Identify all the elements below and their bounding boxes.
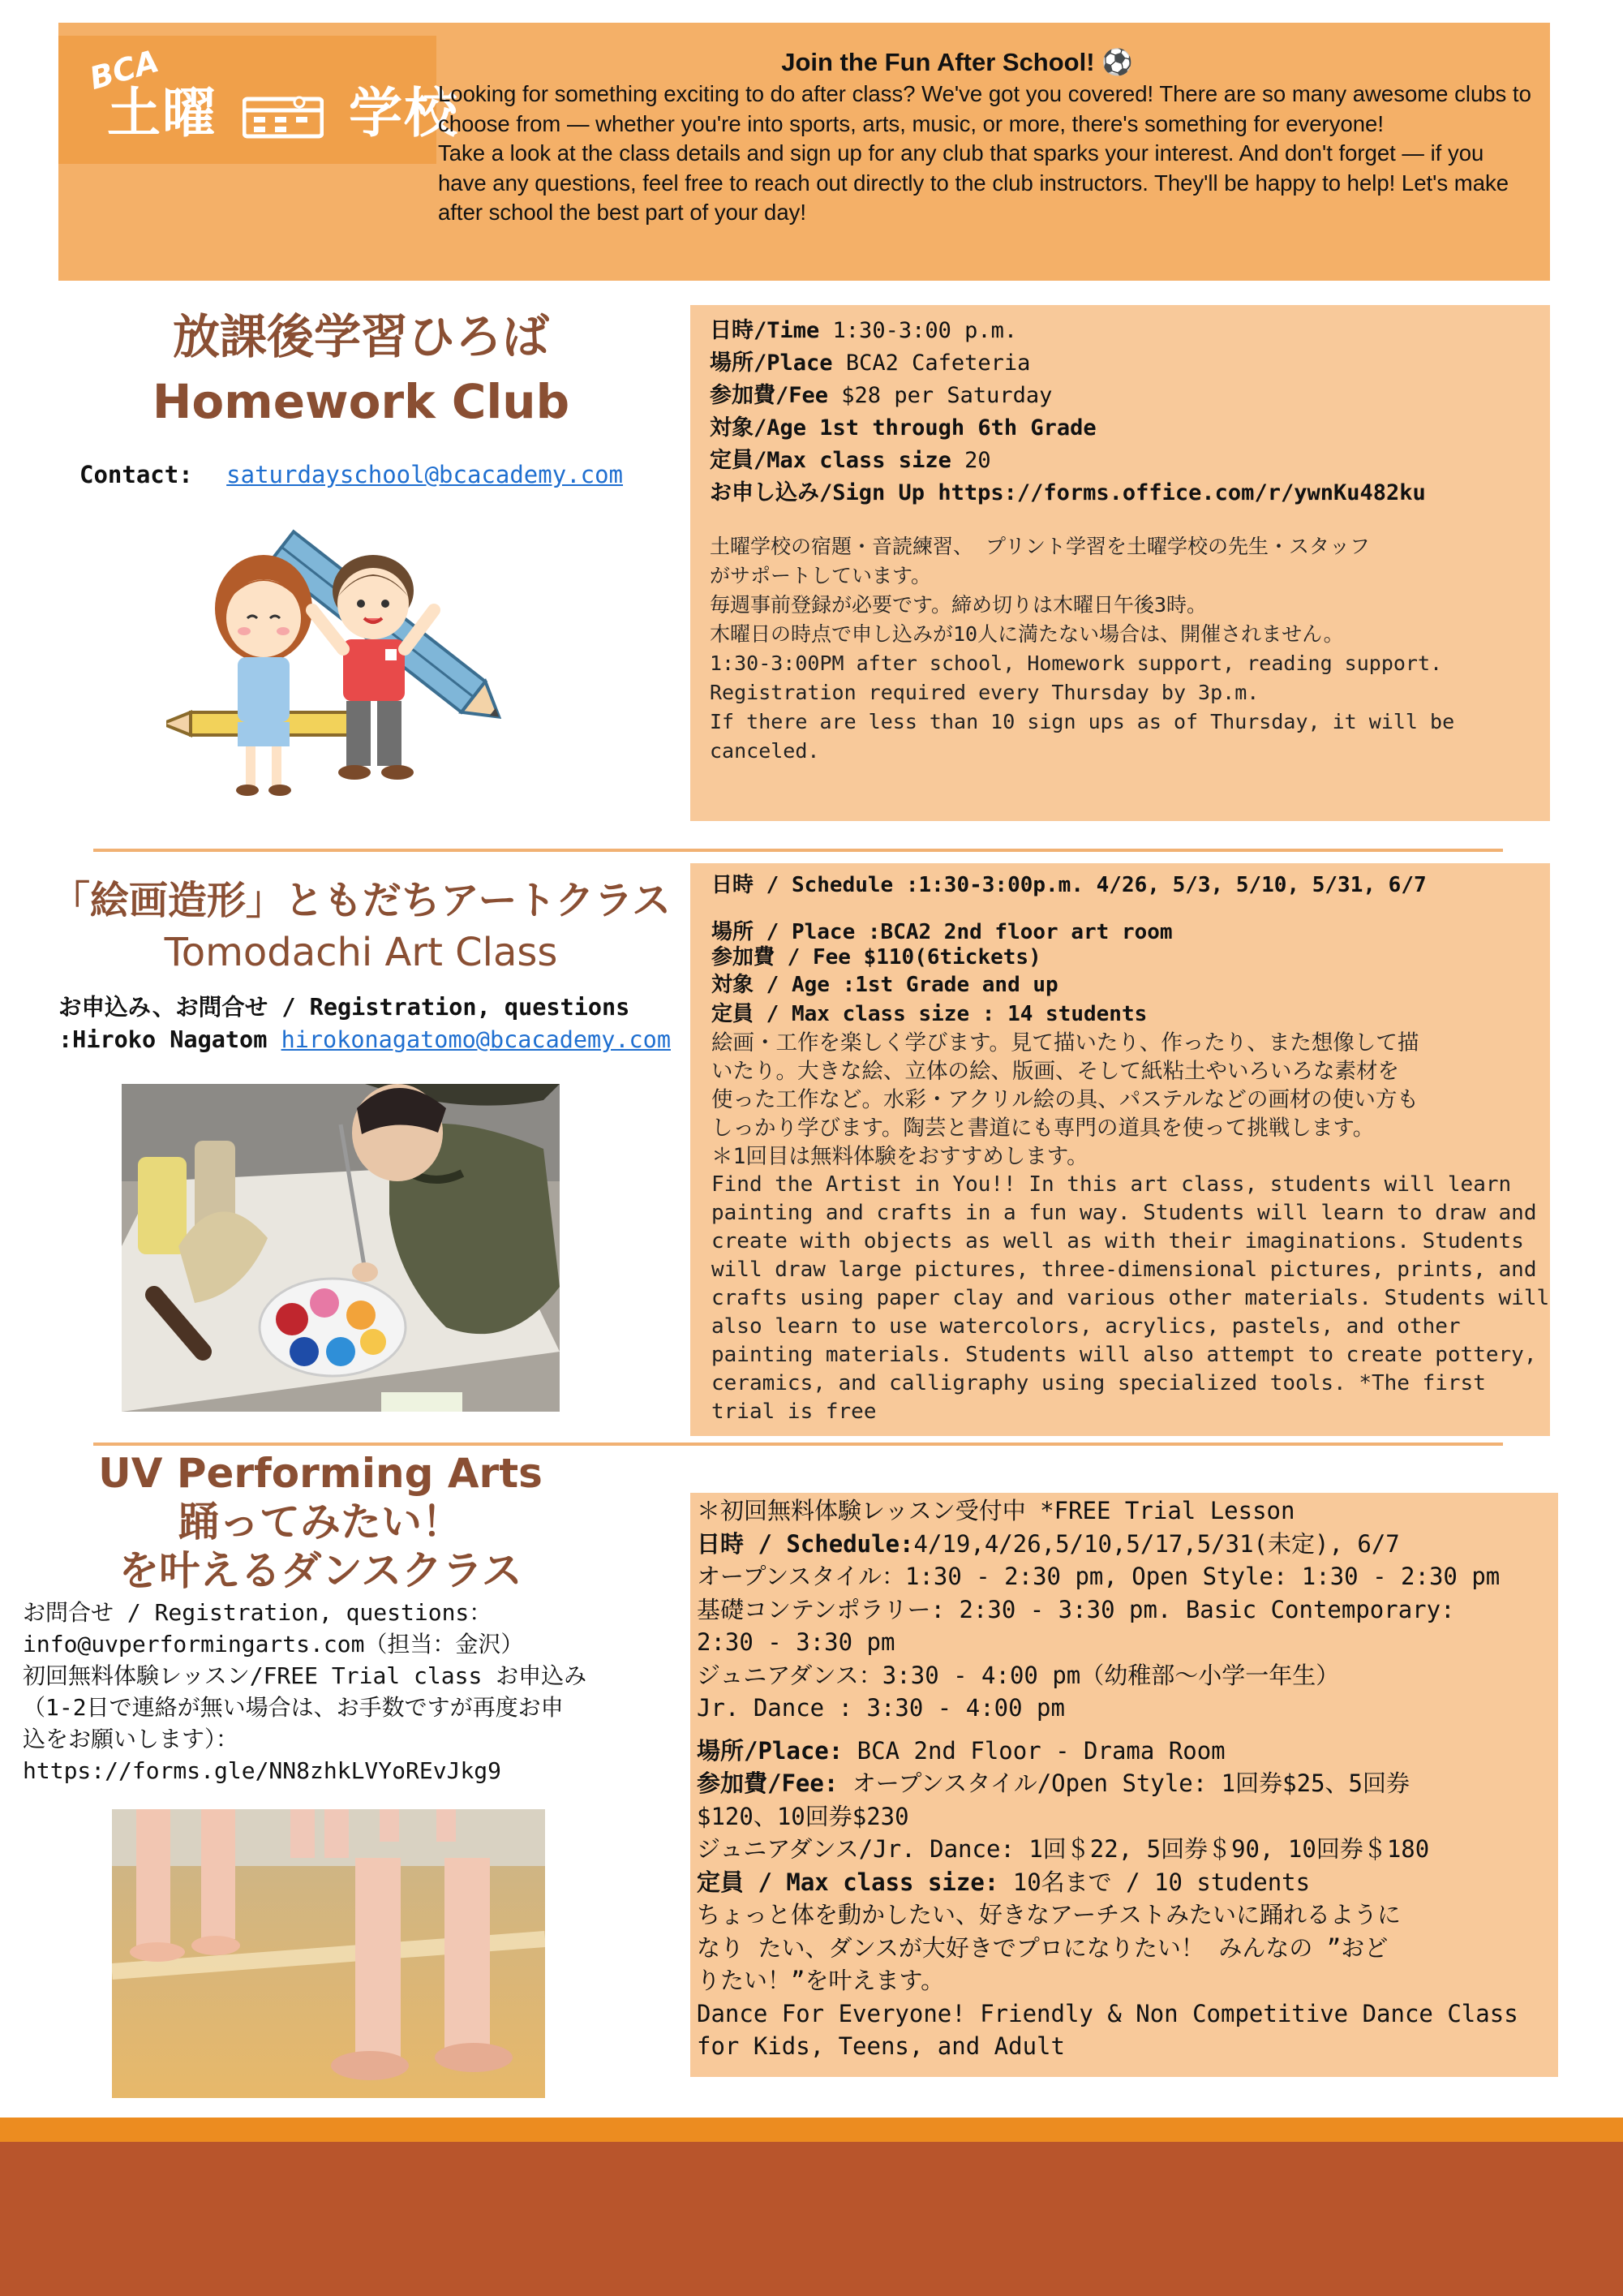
desc-line: ＊1回目は無料体験をおすすめします。 bbox=[711, 1144, 1088, 1169]
dance-line-text: なり たい、ダンスが大好きでプロになりたい！ みんなの ”おど bbox=[697, 1933, 1389, 1962]
section-divider bbox=[93, 849, 1503, 852]
dance-details-block bbox=[697, 1735, 1558, 2063]
dance-line bbox=[697, 1964, 1558, 1997]
dance-line-text: りたい！”を叶えます。 bbox=[697, 1967, 945, 1994]
desc-line: also learn to use watercolors, acrylics, pastels, and other bbox=[711, 1314, 1461, 1339]
row-label: 対象 / Age bbox=[711, 973, 830, 997]
dance-title-en: UV Performing Arts bbox=[98, 1450, 543, 1497]
dance-line-text: Jr. Dance : 3:30 - 4:00 pm bbox=[697, 1694, 1065, 1722]
desc-line: ceramics, and calligraphy using specialized tools. *The first bbox=[711, 1371, 1486, 1395]
row-value: $110(6tickets) bbox=[863, 945, 1041, 970]
dance-line bbox=[697, 1800, 1558, 1834]
dance-line-text: 2:30 - 3:30 pm bbox=[697, 1628, 895, 1656]
dance-line bbox=[697, 1932, 1558, 1965]
dance-schedule-block bbox=[697, 1494, 1558, 1725]
row-label: 定員/Max class size bbox=[710, 448, 951, 473]
row-value: : 14 students bbox=[981, 1002, 1148, 1026]
dance-line bbox=[697, 1494, 1558, 1528]
dance-signup-link[interactable]: https://forms.gle/NN8zhkLVYoREvJkg9 bbox=[23, 1757, 502, 1784]
dance-contact-email[interactable]: info@uvperformingarts.com（担当：金沢） bbox=[23, 1631, 524, 1658]
art-contact-name: :Hiroko Nagatom bbox=[58, 1026, 268, 1053]
dance-line bbox=[697, 1898, 1558, 1932]
desc-line: crafts using paper clay and various other materials. Students will bbox=[711, 1286, 1550, 1310]
homework-age-row bbox=[710, 412, 1550, 445]
art-info-box bbox=[690, 863, 1550, 1436]
desc-line: Registration required every Thursday by 3p.m. bbox=[710, 681, 1260, 704]
child-painting-photo bbox=[122, 1084, 560, 1412]
art-fee-row bbox=[711, 944, 1550, 970]
dance-line-bold: 定員 / Max class size: bbox=[697, 1868, 999, 1896]
desc-line: 使った工作など。水彩・アクリル絵の具、パステルなどの画材の使い方も bbox=[711, 1087, 1419, 1112]
desc-line: 土曜学校の宿題・音読練習、 プリント学習を土曜学校の先生・スタッフ bbox=[710, 535, 1371, 558]
dance-line-bold: ＊初回無料体験レッスン受付中 bbox=[697, 1497, 1026, 1524]
dance-line bbox=[697, 1528, 1558, 1561]
row-value: 1:30-3:00 p.m. bbox=[832, 318, 1018, 343]
homework-place-row bbox=[710, 347, 1550, 380]
row-label: 定員 / Max class size bbox=[711, 1002, 970, 1026]
row-label: 日時/Time bbox=[710, 318, 820, 343]
dance-line bbox=[697, 1997, 1558, 2031]
row-label: お申し込み/Sign Up bbox=[710, 480, 925, 505]
desc-line: 木曜日の時点で申し込みが10人に満たない場合は、開催されません。 bbox=[710, 622, 1344, 646]
desc-line: 毎週事前登録が必要です。締め切りは木曜日午後3時。 bbox=[710, 593, 1208, 617]
homework-title-ja: 放課後学習ひろば bbox=[172, 309, 549, 364]
row-label: 場所 / Place bbox=[711, 920, 856, 944]
dance-line bbox=[697, 1593, 1558, 1627]
dance-line bbox=[697, 1560, 1558, 1593]
homework-title-en: Homework Club bbox=[152, 374, 570, 429]
row-value: :1st Grade and up bbox=[842, 973, 1058, 997]
logo-bca-text: BCA bbox=[85, 42, 163, 97]
art-title-ja: 「絵画造形」ともだちアートクラス bbox=[50, 878, 672, 923]
row-label: 対象/Age bbox=[710, 415, 807, 441]
art-contact-name-line bbox=[58, 1024, 671, 1056]
art-title-en: Tomodachi Art Class bbox=[164, 930, 558, 975]
dance-line-text: 4/19,4/26,5/10,5/17,5/31(未定), 6/7 bbox=[913, 1529, 1400, 1558]
bca-saturday-school-logo bbox=[58, 36, 459, 164]
art-contact-email[interactable]: hirokonagatomo@bcacademy.com bbox=[281, 1026, 671, 1053]
dance-line-text: BCA 2nd Floor - Drama Room bbox=[843, 1736, 1226, 1765]
banner-paragraph-2: Take a look at the class details and sign up for any club that sparks your interest. And don't forget — if you have any questions, feel free to reach out directly to the club instructors. They'll be happy to help! Let's make after school the best part of your day! bbox=[438, 140, 1509, 225]
homework-signup-row bbox=[710, 477, 1550, 510]
desc-line: しっかり学びます。陶芸と書道にも専門の道具を使って挑戦します。 bbox=[711, 1116, 1375, 1141]
row-value: :1:30-3:00p.m. 4/26, 5/3, 5/10, 5/31, 6/7 bbox=[905, 873, 1427, 897]
desc-line: will draw large pictures, three-dimensional pictures, prints, and bbox=[711, 1258, 1537, 1282]
dance-line-text: Dance For Everyone! Friendly & Non Competitive Dance Class bbox=[697, 1999, 1518, 2027]
homework-size-row bbox=[710, 445, 1550, 477]
desc-line: painting materials. Students will also attempt to create pottery, bbox=[711, 1343, 1537, 1367]
dance-line-bold: 参加費/Fee: bbox=[697, 1769, 839, 1797]
dance-line-bold: 日時 / Schedule: bbox=[697, 1529, 914, 1558]
dance-line-text: ジュニアダンス/Jr. Dance: 1回＄22, 5回券＄90, 10回券＄180 bbox=[697, 1835, 1430, 1863]
dance-line-text: *FREE Trial Lesson bbox=[1025, 1497, 1295, 1524]
calendar-icon bbox=[243, 94, 324, 140]
signup-link[interactable]: https://forms.office.com/r/ywnKu482ku bbox=[938, 480, 1426, 505]
desc-line: Find the Artist in You!! In this art class, students will learn bbox=[711, 1172, 1512, 1197]
row-value: $28 per Saturday bbox=[841, 383, 1053, 408]
art-contact bbox=[58, 991, 671, 1056]
dance-contact-line: 込をお願いします）： bbox=[23, 1726, 239, 1752]
banner-title: Join the Fun After School! ⚽ bbox=[781, 48, 1133, 76]
dance-contact-line: お問合せ / Registration, questions： bbox=[23, 1599, 492, 1626]
row-value: BCA2 Cafeteria bbox=[845, 350, 1031, 376]
dance-line-text: 10名まで / 10 students bbox=[998, 1868, 1311, 1896]
logo-right-text: 学校 bbox=[348, 82, 459, 144]
dance-line bbox=[697, 1833, 1558, 1866]
homework-contact-label: Contact: bbox=[79, 461, 193, 488]
desc-line: trial is free bbox=[711, 1400, 877, 1424]
footer-bar bbox=[0, 2142, 1623, 2296]
dance-line bbox=[697, 1626, 1558, 1659]
art-size-row bbox=[711, 1000, 1550, 1029]
row-label: 参加費 / Fee bbox=[711, 945, 851, 970]
row-label: 参加費/Fee bbox=[710, 383, 829, 408]
dance-contact-line: （1-2日で連絡が無い場合は、お手数ですが再度お申 bbox=[23, 1694, 564, 1721]
dance-title-ja-2: を叶えるダンスクラス bbox=[118, 1547, 522, 1594]
dance-line bbox=[697, 1866, 1558, 1899]
dance-title-ja-1: 踊ってみたい！ bbox=[178, 1498, 462, 1546]
art-contact-line: お申込み、お問合せ / Registration, questions bbox=[58, 994, 630, 1021]
dancers-feet-photo bbox=[112, 1809, 545, 2098]
homework-contact bbox=[79, 461, 623, 488]
desc-line: If there are less than 10 sign ups as of Thursday, it will be bbox=[710, 710, 1455, 733]
desc-line: 1:30-3:00PM after school, Homework support, reading support. bbox=[710, 651, 1443, 675]
homework-info-box bbox=[690, 305, 1550, 821]
footer-stripe bbox=[0, 2118, 1623, 2142]
art-schedule-row bbox=[711, 870, 1550, 901]
dance-line-text: オープンスタイル/Open Style: 1回券$25、5回券 bbox=[838, 1769, 1410, 1797]
desc-line: 絵画・工作を楽しく学びます。見て描いたり、作ったり、また想像して描 bbox=[711, 1030, 1419, 1056]
kids-with-pencils-illustration bbox=[166, 519, 535, 799]
logo-left-text: 土曜 bbox=[107, 82, 217, 144]
dance-line bbox=[697, 1659, 1558, 1692]
art-age-row bbox=[711, 970, 1550, 1000]
homework-description bbox=[710, 532, 1550, 766]
homework-fee-row bbox=[710, 380, 1550, 412]
banner-body bbox=[438, 80, 1537, 228]
dance-line bbox=[697, 2030, 1558, 2063]
homework-time-row bbox=[710, 315, 1550, 347]
dance-line-bold: 場所/Place: bbox=[697, 1736, 844, 1765]
homework-contact-email[interactable]: saturdayschool@bcacademy.com bbox=[226, 461, 624, 488]
dance-contact bbox=[23, 1597, 586, 1786]
row-value: 1st through 6th Grade bbox=[819, 415, 1097, 441]
dance-line-text: ちょっと体を動かしたい、好きなアーチストみたいに踊れるように bbox=[697, 1901, 1401, 1928]
desc-line: がサポートしています。 bbox=[710, 564, 932, 587]
dance-line-text: $120、10回券$230 bbox=[697, 1802, 909, 1830]
art-description-en bbox=[711, 1171, 1550, 1426]
dance-line-text: オープンスタイル：1:30 - 2:30 pm, Open Style: 1:30 - 2:30 pm bbox=[697, 1563, 1501, 1590]
row-label: 場所/Place bbox=[710, 350, 833, 376]
row-value: :BCA2 2nd floor art room bbox=[867, 920, 1173, 944]
dance-line-text: 基礎コンテンポラリー: 2:30 - 3:30 pm. Basic Contemporary: bbox=[697, 1595, 1455, 1623]
desc-line: create with objects as well as with their imaginations. Students bbox=[711, 1229, 1524, 1253]
banner-paragraph-1: Looking for something exciting to do after class? We've got you covered! There are so many awesome clubs to choose from — whether you're into sports, arts, music, or more, there's something for everyone! bbox=[438, 81, 1531, 136]
dance-line-text: for Kids, Teens, and Adult bbox=[697, 2032, 1065, 2060]
dance-line bbox=[697, 1767, 1558, 1800]
desc-line: painting and crafts in a fun way. Students will learn to draw and bbox=[711, 1201, 1537, 1225]
row-value: 20 bbox=[964, 448, 991, 473]
dance-line bbox=[697, 1692, 1558, 1725]
dance-line-text: ジュニアダンス：3:30 - 4:00 pm（幼稚部～小学一年生） bbox=[697, 1661, 1340, 1689]
art-description-ja bbox=[711, 1029, 1550, 1171]
logo-wordmark bbox=[107, 70, 459, 147]
section-divider bbox=[93, 1443, 1503, 1446]
art-place-row bbox=[711, 920, 1550, 944]
desc-line: いたり。大きな絵、立体の絵、版画、そして紙粘土やいろいろな素材を bbox=[711, 1059, 1399, 1084]
dance-info-box bbox=[690, 1493, 1558, 2077]
desc-line: canceled. bbox=[710, 739, 820, 763]
dance-line bbox=[697, 1735, 1558, 1768]
dance-contact-line: 初回無料体験レッスン/FREE Trial class お申込み bbox=[23, 1662, 587, 1689]
row-label: 日時 / Schedule bbox=[711, 873, 894, 897]
